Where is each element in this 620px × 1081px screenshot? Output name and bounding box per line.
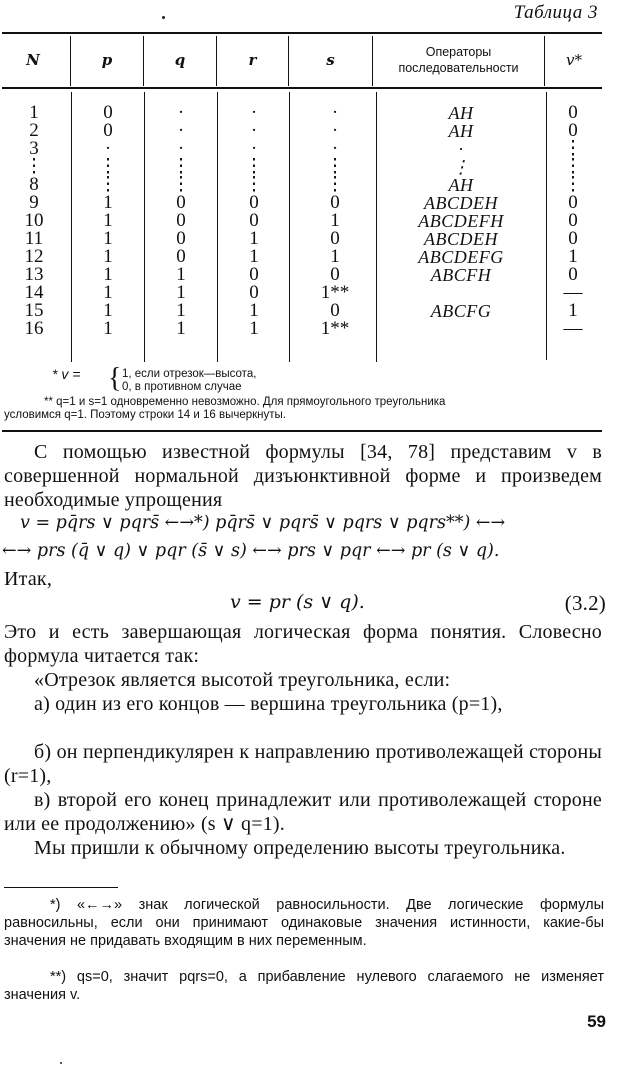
header-v: v* — [566, 51, 582, 69]
footnote-separator — [4, 887, 118, 888]
cell-operators — [378, 320, 544, 338]
cell-v: 0 — [568, 120, 578, 141]
table-bottom-rule — [2, 430, 602, 432]
cell-p: 1 — [103, 300, 113, 321]
table-header-rule — [2, 87, 602, 89]
cell-operators: AH — [448, 121, 474, 141]
print-speck — [60, 1062, 62, 1064]
cell-n: 14 — [24, 282, 44, 303]
cell-p: 0 — [103, 102, 113, 123]
cell-n: 11 — [24, 228, 44, 249]
cell-r: 0 — [249, 192, 259, 213]
column-r — [234, 104, 274, 338]
formula-line-2: ←→ prs (q̄ ∨ q) ∨ pqr (s̄ ∨ s) ←→ prs ∨ pqr ←→ pr (s ∨ q). — [2, 541, 500, 561]
header-s: s — [326, 51, 335, 69]
cell-v: 0 — [568, 102, 578, 123]
paragraph-intro: С помощью известной формулы [34, 78] представим v в совершенной нормальной дизъюнктивной форме и произведем необходимые упрощения — [4, 441, 602, 511]
table-footnote-star-cases — [122, 368, 422, 393]
cell-n: 2 — [29, 120, 39, 141]
cell-q: ⋮ — [171, 156, 191, 177]
double-star-line-2: условимся q=1. Поэтому строки 14 и 16 вычеркнуты. — [4, 409, 286, 421]
column-divider — [289, 92, 290, 362]
cell-v: 0 — [568, 192, 578, 213]
cell-v: 1 — [568, 246, 578, 267]
cell-operators: ABCDEH — [424, 193, 498, 213]
header-q: q — [174, 51, 186, 69]
cell-operators: ABCFG — [430, 301, 492, 321]
cell-v: ⋮ — [563, 156, 583, 177]
cell-r: ⋮ — [244, 156, 264, 177]
column-divider — [217, 92, 218, 362]
cell-n: 9 — [29, 192, 39, 213]
item-a: а) один из его концов — вершина треугольника (p=1), — [34, 693, 503, 715]
cell-n: 3 — [29, 138, 39, 159]
cell-operators: ABCFH — [430, 265, 492, 285]
equation-number: (3.2) — [564, 591, 606, 615]
cell-p: 1 — [103, 192, 113, 213]
header-operators-line2: последовательности — [398, 61, 519, 75]
star-case-0: 0, в противном случае — [122, 380, 242, 393]
cell-s: 0 — [330, 192, 340, 213]
cell-n: ⋮ — [24, 156, 44, 177]
cell-s: 1 — [330, 210, 340, 231]
cell-s: · — [331, 120, 339, 141]
paragraph-final: Мы пришли к обычному определению высоты треугольника. — [34, 837, 566, 859]
cell-s: ⋮ — [325, 174, 345, 195]
quote-intro: «Отрезок является высотой треугольника, если: — [34, 669, 451, 691]
column-operators — [378, 104, 544, 338]
cell-v: 0 — [568, 228, 578, 249]
cell-operators: AH — [448, 175, 474, 195]
cell-p: 1 — [103, 318, 113, 339]
cell-r: 0 — [249, 282, 259, 303]
cell-r: 1 — [249, 246, 259, 267]
brace-icon: { — [108, 363, 122, 394]
cell-q: ⋮ — [171, 174, 191, 195]
column-p — [88, 104, 128, 338]
cell-s: 1** — [320, 318, 350, 339]
cell-v: 1 — [568, 300, 578, 321]
cell-operators: ⋮ — [451, 157, 471, 177]
header-operators-line1: Операторы — [425, 45, 492, 59]
cell-n: 1 — [29, 102, 39, 123]
header-operators — [373, 34, 544, 86]
header-p: p — [101, 51, 113, 69]
paragraph-conclusion: Это и есть завершающая логическая форма понятия. Словесно формула читается так: — [4, 621, 602, 667]
cell-operators: ABCDEFG — [418, 247, 504, 267]
cell-s: 1** — [320, 282, 350, 303]
star-case-1: 1, если отрезок—высота, — [122, 368, 257, 380]
formula-line-1: v = pq̄rs ∨ pqrs̄ ←→*) pq̄rs̄ ∨ pqrs̄ ∨ pqrs ∨ pqrs**) ←→ — [20, 513, 506, 533]
cell-q: 0 — [176, 246, 186, 267]
cell-q: 1 — [176, 282, 186, 303]
cell-s: · — [331, 102, 339, 123]
cell-q: 1 — [176, 264, 186, 285]
item-c: в) второй его конец принадлежит или противолежащей стороне или ее продолжению» (s ∨ q=1). — [4, 789, 602, 835]
column-s — [310, 104, 360, 338]
footnote-2: **) qs=0, значит pqrs=0, а прибавление нулевого слагаемого не изменяет значения v. — [4, 969, 604, 1003]
column-q — [161, 104, 201, 338]
cell-s: ⋮ — [325, 156, 345, 177]
header-r: r — [248, 51, 257, 69]
cell-n: 10 — [24, 210, 44, 231]
page-number: 59 — [587, 1012, 606, 1031]
cell-s: 0 — [330, 228, 340, 249]
cell-n: 8 — [29, 174, 39, 195]
cell-v: 0 — [568, 264, 578, 285]
cell-v: 0 — [568, 210, 578, 231]
cell-operators: ABCDEH — [424, 229, 498, 249]
cell-q: · — [177, 120, 185, 141]
cell-q: 0 — [176, 228, 186, 249]
cell-r: 0 — [249, 264, 259, 285]
item-b: б) он перпендикулярен к направлению противолежащей стороны (r=1), — [4, 741, 602, 787]
cell-v: — — [563, 282, 583, 303]
footnote-1: *) «←→» знак логической равносильности. Две логические формулы равносильны, если они принимают одинаковые значения истинности, какие-бы значения не придавать входящим в них переменным. — [4, 897, 604, 949]
cell-r: 1 — [249, 318, 259, 339]
column-divider — [71, 92, 72, 362]
table-footnote-double-star-cont — [4, 409, 600, 422]
cell-operators: · — [458, 139, 464, 159]
cell-p: 0 — [103, 120, 113, 141]
cell-r: ⋮ — [244, 174, 264, 195]
cell-p: 1 — [103, 264, 113, 285]
cell-s: 0 — [330, 264, 340, 285]
cell-n: 16 — [24, 318, 44, 339]
cell-n: 15 — [24, 300, 44, 321]
cell-q: 1 — [176, 300, 186, 321]
final-formula: v = pr (s ∨ q). — [230, 591, 365, 613]
cell-operators: ABCDEFH — [418, 211, 504, 231]
cell-p: ⋮ — [98, 174, 118, 195]
cell-r: 1 — [249, 300, 259, 321]
cell-r: 1 — [249, 228, 259, 249]
cell-s: 1 — [330, 246, 340, 267]
cell-p: 1 — [103, 246, 113, 267]
cell-n: 13 — [24, 264, 44, 285]
cell-q: 1 — [176, 318, 186, 339]
cell-q: 0 — [176, 210, 186, 231]
cell-s: 0 — [330, 300, 340, 321]
cell-r: · — [250, 102, 258, 123]
cell-p: · — [104, 138, 112, 159]
cell-r: · — [250, 138, 258, 159]
column-n — [14, 104, 54, 338]
cell-p: 1 — [103, 282, 113, 303]
cell-operators: AH — [448, 103, 474, 123]
itak-label: Итак, — [4, 568, 53, 590]
cell-r: 0 — [249, 210, 259, 231]
cell-v: — — [563, 318, 583, 339]
print-speck — [162, 16, 165, 19]
column-divider — [144, 92, 145, 362]
cell-p: 1 — [103, 210, 113, 231]
cell-n: 12 — [24, 246, 44, 267]
cell-q: · — [177, 102, 185, 123]
cell-v: ⋮ — [563, 138, 583, 159]
cell-q: 0 — [176, 192, 186, 213]
star-prefix: * v = — [52, 366, 81, 382]
cell-v: ⋮ — [563, 174, 583, 195]
column-divider — [546, 92, 547, 360]
cell-operators — [378, 284, 544, 302]
table-footnote-double-star — [4, 396, 600, 409]
header-n: N — [26, 51, 40, 69]
double-star-line-1: ** q=1 и s=1 одновременно невозможно. Для прямоугольного треугольника — [44, 396, 446, 408]
cell-p: 1 — [103, 228, 113, 249]
cell-r: · — [250, 120, 258, 141]
table-caption: Таблица 3 — [513, 2, 598, 23]
cell-p: ⋮ — [98, 156, 118, 177]
cell-s: · — [331, 138, 339, 159]
column-v — [553, 104, 593, 338]
cell-q: · — [177, 138, 185, 159]
